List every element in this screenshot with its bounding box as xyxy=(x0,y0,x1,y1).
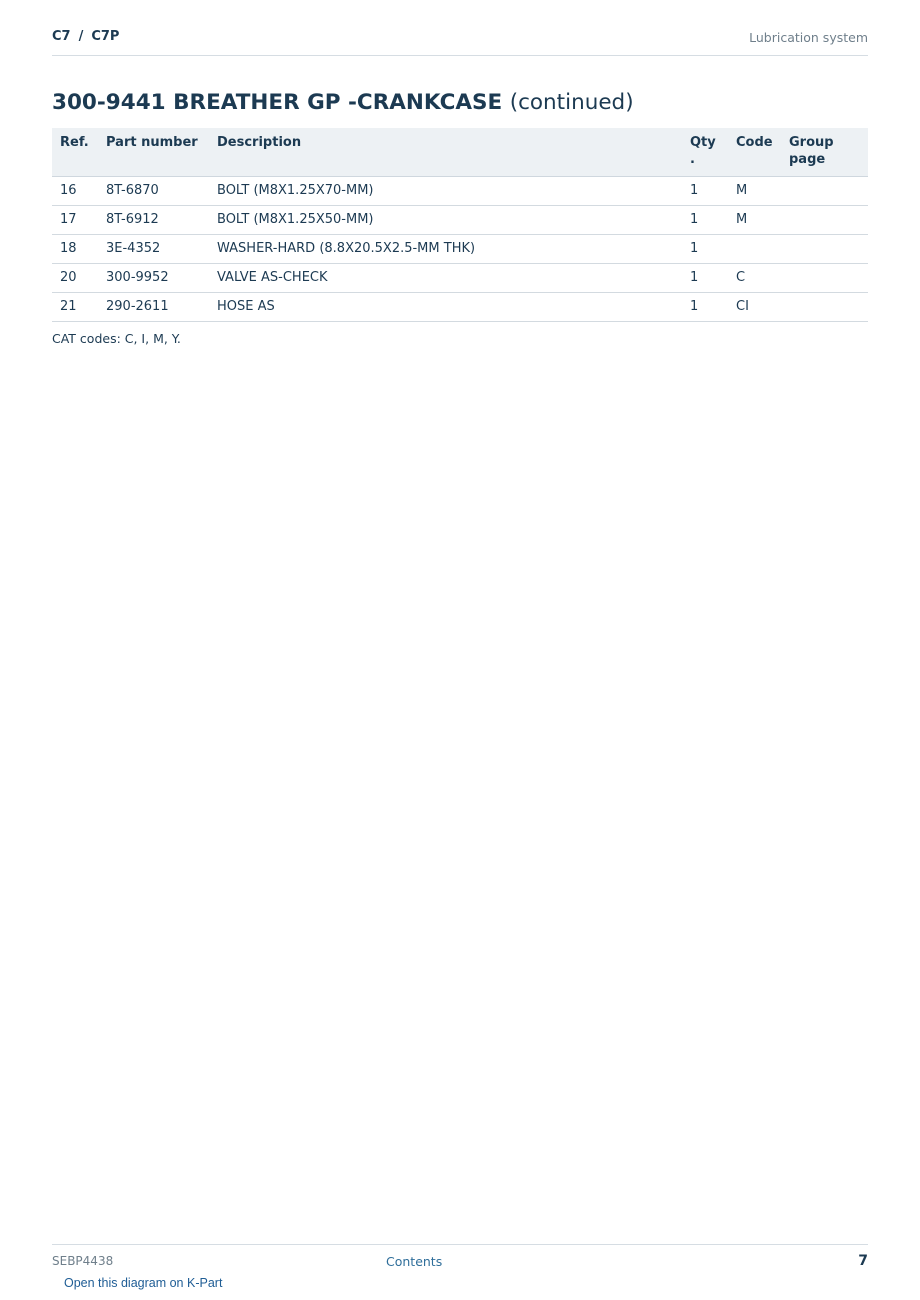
cat-codes-note: CAT codes: C, I, M, Y. xyxy=(52,331,181,346)
cell-qty: 1 xyxy=(682,177,728,206)
table-row xyxy=(52,264,868,293)
cell-ref: 20 xyxy=(52,264,98,293)
cell-ref: 16 xyxy=(52,177,98,206)
cell-code: CI xyxy=(728,293,781,322)
column-header-code: Code xyxy=(728,128,781,177)
column-header-group-line1: Group xyxy=(789,135,834,150)
cell-qty: 1 xyxy=(682,293,728,322)
cell-qty: 1 xyxy=(682,264,728,293)
cell-qty: 1 xyxy=(682,235,728,264)
page-title xyxy=(52,90,634,115)
cell-part-number: 8T-6870 xyxy=(98,177,209,206)
cell-ref: 21 xyxy=(52,293,98,322)
section-name: Lubrication system xyxy=(749,30,868,45)
table-row xyxy=(52,235,868,264)
page-title-main: 300-9441 BREATHER GP -CRANKCASE xyxy=(52,90,503,115)
column-header-qty-line2: . xyxy=(690,152,695,167)
cell-code: M xyxy=(728,206,781,235)
cell-group-page xyxy=(781,264,868,293)
cell-code: C xyxy=(728,264,781,293)
column-header-qty-line1: Qty xyxy=(690,135,716,150)
cell-description: HOSE AS xyxy=(209,293,682,322)
cell-description: WASHER-HARD (8.8X20.5X2.5-MM THK) xyxy=(209,235,682,264)
cell-part-number: 290-2611 xyxy=(98,293,209,322)
column-header-ref: Ref. xyxy=(52,128,98,177)
cell-qty: 1 xyxy=(682,206,728,235)
page-footer xyxy=(52,1244,868,1274)
parts-table-header xyxy=(52,128,868,177)
model-separator: / xyxy=(78,29,84,44)
column-header-qty xyxy=(682,128,728,177)
cell-code: M xyxy=(728,177,781,206)
parts-table xyxy=(52,128,868,322)
cell-group-page xyxy=(781,177,868,206)
table-row xyxy=(52,293,868,322)
cell-ref: 18 xyxy=(52,235,98,264)
cell-part-number: 3E-4352 xyxy=(98,235,209,264)
column-header-part-number: Part number xyxy=(98,128,209,177)
cell-description: BOLT (M8X1.25X50-MM) xyxy=(209,206,682,235)
open-kpart-link[interactable]: Open this diagram on K-Part xyxy=(64,1276,223,1290)
cell-group-page xyxy=(781,293,868,322)
table-row xyxy=(52,177,868,206)
page-number: 7 xyxy=(858,1253,868,1269)
cell-part-number: 8T-6912 xyxy=(98,206,209,235)
cell-part-number: 300-9952 xyxy=(98,264,209,293)
page-title-suffix: (continued) xyxy=(509,90,634,115)
cell-description: VALVE AS-CHECK xyxy=(209,264,682,293)
cell-code xyxy=(728,235,781,264)
column-header-group-line2: page xyxy=(789,152,826,167)
model-primary: C7 xyxy=(52,29,71,44)
cell-ref: 17 xyxy=(52,206,98,235)
page-header xyxy=(52,28,868,56)
model-breadcrumb xyxy=(52,29,119,44)
cell-description: BOLT (M8X1.25X70-MM) xyxy=(209,177,682,206)
cell-group-page xyxy=(781,235,868,264)
document-number: SEBP4438 xyxy=(52,1254,114,1268)
column-header-group-page xyxy=(781,128,868,177)
parts-table-body xyxy=(52,177,868,322)
model-secondary: C7P xyxy=(91,29,120,44)
table-row xyxy=(52,206,868,235)
cell-group-page xyxy=(781,206,868,235)
column-header-description: Description xyxy=(209,128,682,177)
contents-link[interactable]: Contents xyxy=(386,1254,443,1269)
